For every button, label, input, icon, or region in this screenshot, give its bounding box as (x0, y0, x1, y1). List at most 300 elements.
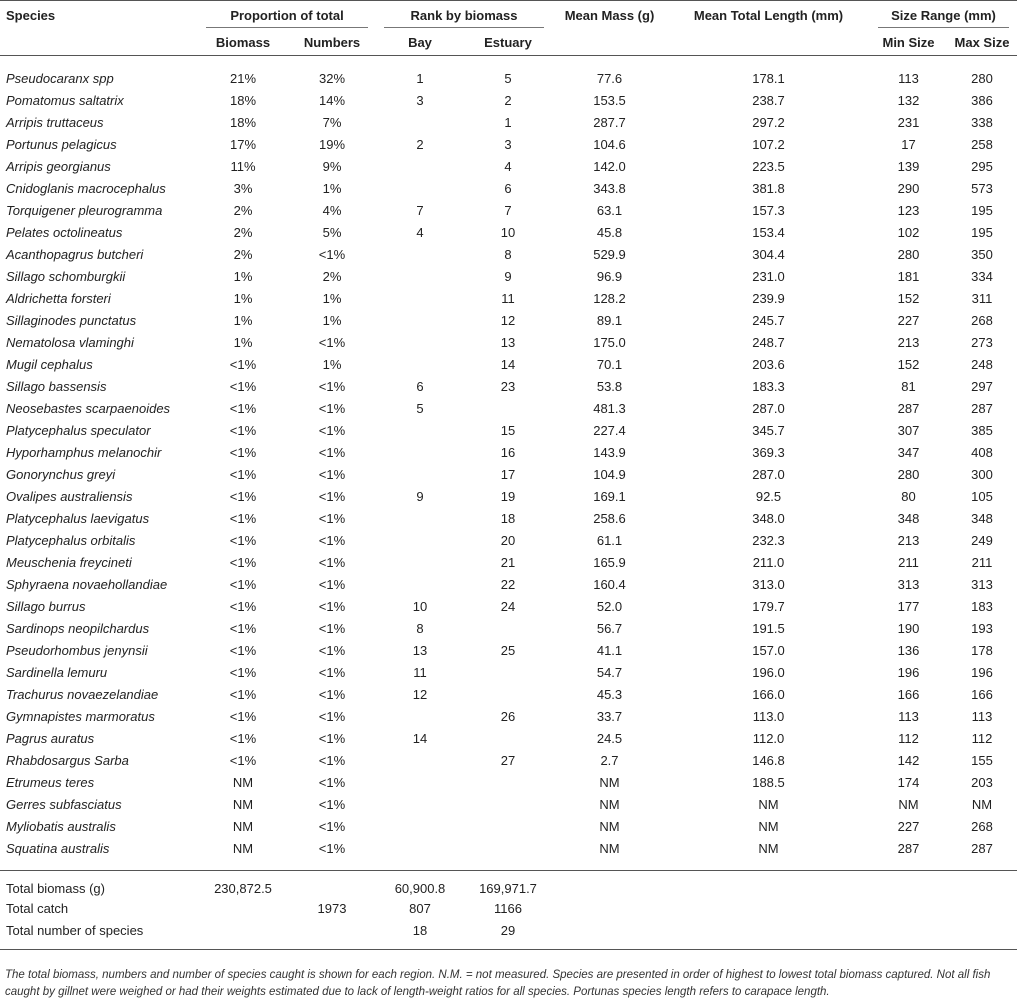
biomass-cell: NM (232, 774, 254, 790)
table-row (0, 111, 1017, 133)
mean-mass-cell: NM (599, 796, 620, 812)
min-size-cell: 80 (901, 488, 916, 504)
species-name: Hyporhamphus melanochir (6, 444, 162, 460)
max-size-cell: 203 (971, 774, 993, 790)
max-size-cell: 196 (971, 664, 993, 680)
header-row-sub (0, 29, 1017, 56)
bay-rank-cell: 11 (413, 664, 427, 680)
estuary-rank-cell (464, 727, 552, 749)
estuary-rank-cell: 21 (500, 554, 516, 570)
max-size-cell: 195 (971, 224, 993, 240)
totals-bay-cell: 807 (409, 900, 431, 916)
totals-numbers-cell (288, 871, 376, 898)
table-row (0, 837, 1017, 859)
mean-length-cell: 166.0 (752, 686, 785, 702)
table-row (0, 573, 1017, 595)
bay-rank-cell (376, 265, 464, 287)
mean-mass-cell: 104.6 (593, 136, 626, 152)
numbers-cell: <1% (318, 752, 346, 768)
species-name: Rhabdosargus Sarba (6, 752, 129, 768)
estuary-rank-cell: 27 (500, 752, 516, 768)
min-size-cell: 102 (897, 224, 920, 240)
table-row (0, 331, 1017, 353)
estuary-rank-cell: 6 (504, 180, 512, 196)
mean-mass-cell: 143.9 (593, 444, 626, 460)
table-row (0, 529, 1017, 551)
totals-body (0, 871, 1017, 950)
species-name: Ovalipes australiensis (6, 488, 133, 504)
blank-cell (947, 919, 1017, 950)
mean-mass-cell: 343.8 (593, 180, 626, 196)
col-header-max-size: Max Size (954, 34, 1010, 50)
max-size-cell: NM (971, 796, 993, 812)
blank-cell (0, 29, 198, 56)
numbers-cell: <1% (318, 576, 346, 592)
numbers-cell: <1% (318, 532, 346, 548)
max-size-cell: 386 (971, 92, 993, 108)
totals-estuary-cell: 169,971.7 (464, 871, 552, 898)
species-name: Acanthopagrus butcheri (6, 246, 144, 262)
bay-rank-cell: 9 (416, 488, 424, 504)
table-row (0, 639, 1017, 661)
max-size-cell: 195 (971, 202, 993, 218)
bay-rank-cell: 2 (416, 136, 424, 152)
mean-length-cell: 157.0 (752, 642, 785, 658)
estuary-rank-cell: 22 (500, 576, 516, 592)
max-size-cell: 249 (971, 532, 993, 548)
totals-numbers-cell: 1973 (317, 900, 347, 916)
max-size-cell: 268 (971, 818, 993, 834)
biomass-cell: 18% (229, 114, 257, 130)
totals-label: Total biomass (g) (0, 871, 198, 898)
estuary-rank-cell: 26 (500, 708, 516, 724)
bay-rank-cell: 10 (412, 598, 428, 614)
estuary-rank-cell: 1 (504, 114, 512, 130)
bay-rank-cell (376, 463, 464, 485)
biomass-cell: 1% (233, 312, 253, 328)
biomass-cell: <1% (229, 598, 257, 614)
estuary-rank-cell: 23 (500, 378, 516, 394)
numbers-cell: 1% (322, 312, 342, 328)
max-size-cell: 295 (971, 158, 993, 174)
max-size-cell: 273 (971, 334, 993, 350)
numbers-cell: <1% (318, 642, 346, 658)
mean-mass-cell: 128.2 (593, 290, 626, 306)
mean-length-cell: 231.0 (752, 268, 785, 284)
biomass-cell: <1% (229, 642, 257, 658)
blank-cell (947, 871, 1017, 898)
species-name: Aldrichetta forsteri (6, 290, 111, 306)
max-size-cell: 105 (971, 488, 993, 504)
table-row (0, 155, 1017, 177)
min-size-cell: 17 (901, 136, 916, 152)
biomass-cell: <1% (229, 422, 257, 438)
totals-numbers-cell (288, 919, 376, 950)
table-row (0, 705, 1017, 727)
col-header-mean-length: Mean Total Length (mm) (693, 7, 844, 23)
numbers-cell: <1% (318, 708, 346, 724)
mean-length-cell: 313.0 (752, 576, 785, 592)
mean-mass-cell: 77.6 (596, 70, 623, 86)
numbers-cell: <1% (318, 686, 346, 702)
min-size-cell: 113 (898, 70, 919, 86)
estuary-rank-cell: 2 (504, 92, 512, 108)
mean-mass-cell: 258.6 (593, 510, 626, 526)
biomass-cell: <1% (229, 378, 257, 394)
numbers-cell: 32% (318, 70, 346, 86)
mean-length-cell: 92.5 (755, 488, 782, 504)
bay-rank-cell: 14 (412, 730, 428, 746)
min-size-cell: 313 (897, 576, 920, 592)
blank-cell (870, 897, 947, 919)
bay-rank-cell: 12 (412, 686, 428, 702)
max-size-cell: 338 (971, 114, 993, 130)
numbers-cell: <1% (318, 620, 346, 636)
biomass-cell: <1% (229, 708, 257, 724)
species-name: Sillago bassensis (6, 378, 107, 394)
table-row (0, 441, 1017, 463)
table-row (0, 485, 1017, 507)
biomass-cell: <1% (229, 532, 257, 548)
min-size-cell: 307 (897, 422, 920, 438)
mean-length-cell: 179.7 (752, 598, 785, 614)
bay-rank-cell: 8 (416, 620, 424, 636)
max-size-cell: 334 (971, 268, 993, 284)
bay-rank-cell (376, 309, 464, 331)
totals-biomass-cell (198, 919, 288, 950)
totals-row (0, 897, 1017, 919)
max-size-cell: 268 (971, 312, 993, 328)
numbers-cell: 5% (322, 224, 342, 240)
mean-mass-cell: NM (599, 818, 620, 834)
mean-mass-cell: 165.9 (593, 554, 626, 570)
estuary-rank-cell (464, 837, 552, 859)
mean-length-cell: 146.8 (752, 752, 785, 768)
numbers-cell: <1% (318, 598, 346, 614)
biomass-cell: 1% (233, 334, 253, 350)
table-row (0, 353, 1017, 375)
min-size-cell: 123 (897, 202, 920, 218)
min-size-cell: 139 (897, 158, 920, 174)
mean-length-cell: 188.5 (752, 774, 785, 790)
mean-mass-cell: 169.1 (593, 488, 626, 504)
spacer-row (0, 859, 1017, 871)
table-row (0, 375, 1017, 397)
mean-mass-cell: 45.3 (596, 686, 623, 702)
col-header-min-size: Min Size (882, 34, 935, 50)
biomass-cell: 17% (229, 136, 257, 152)
numbers-cell: <1% (318, 796, 346, 812)
numbers-cell: 19% (318, 136, 346, 152)
blank-cell (552, 29, 667, 56)
bay-rank-cell: 3 (416, 92, 424, 108)
mean-length-cell: 153.4 (752, 224, 785, 240)
numbers-cell: <1% (318, 554, 346, 570)
min-size-cell: 280 (897, 246, 920, 262)
blank-cell (667, 897, 870, 919)
species-name: Mugil cephalus (6, 356, 93, 372)
mean-mass-cell: 54.7 (596, 664, 623, 680)
numbers-cell: <1% (318, 466, 346, 482)
numbers-cell: <1% (318, 774, 346, 790)
max-size-cell: 193 (971, 620, 993, 636)
mean-length-cell: 381.8 (752, 180, 785, 196)
table-row (0, 243, 1017, 265)
min-size-cell: 142 (897, 752, 920, 768)
bay-rank-cell (376, 287, 464, 309)
species-name: Gerres subfasciatus (6, 796, 122, 812)
bay-rank-cell (376, 573, 464, 595)
estuary-rank-cell: 17 (500, 466, 516, 482)
bay-rank-cell (376, 353, 464, 375)
species-name: Trachurus novaezelandiae (6, 686, 159, 702)
blank-cell (552, 897, 667, 919)
header-row-group (0, 1, 1017, 30)
min-size-cell: 112 (898, 730, 919, 746)
totals-biomass-cell (198, 897, 288, 919)
bay-rank-cell (376, 529, 464, 551)
blank-cell (667, 871, 870, 898)
estuary-rank-cell (464, 771, 552, 793)
mean-mass-cell: 481.3 (593, 400, 626, 416)
biomass-cell: <1% (229, 620, 257, 636)
col-header-biomass: Biomass (215, 34, 271, 50)
mean-length-cell: 345.7 (752, 422, 785, 438)
min-size-cell: 166 (897, 686, 920, 702)
estuary-rank-cell (464, 815, 552, 837)
totals-bay-cell: 18 (412, 922, 428, 938)
estuary-rank-cell: 16 (500, 444, 516, 460)
mean-length-cell: NM (758, 840, 779, 856)
numbers-cell: <1% (318, 246, 346, 262)
min-size-cell: 227 (897, 818, 920, 834)
max-size-cell: 408 (971, 444, 993, 460)
mean-length-cell: 297.2 (752, 114, 785, 130)
species-name: Cnidoglanis macrocephalus (6, 180, 166, 196)
species-name: Meuschenia freycineti (6, 554, 132, 570)
totals-bay-cell: 60,900.8 (376, 871, 464, 898)
mean-length-cell: 369.3 (752, 444, 785, 460)
estuary-rank-cell: 11 (501, 290, 515, 306)
mean-mass-cell: 24.5 (596, 730, 623, 746)
species-name: Squatina australis (6, 840, 110, 856)
col-group-size-range: Size Range (mm) (870, 1, 1017, 30)
biomass-cell: <1% (229, 752, 257, 768)
species-name: Etrumeus teres (6, 774, 95, 790)
biomass-cell: 1% (233, 290, 253, 306)
mean-length-cell: 191.5 (752, 620, 785, 636)
mean-mass-cell: NM (599, 774, 620, 790)
table-row (0, 419, 1017, 441)
table-row (0, 507, 1017, 529)
table-row (0, 265, 1017, 287)
mean-mass-cell: 53.8 (596, 378, 623, 394)
biomass-cell: <1% (229, 356, 257, 372)
table-row (0, 683, 1017, 705)
min-size-cell: 287 (897, 840, 920, 856)
biomass-cell: <1% (229, 510, 257, 526)
numbers-cell: 14% (318, 92, 346, 108)
max-size-cell: 155 (971, 752, 993, 768)
bay-rank-cell (376, 331, 464, 353)
blank-cell (870, 919, 947, 950)
totals-label: Total catch (6, 900, 69, 916)
col-header-estuary: Estuary (484, 34, 532, 50)
bay-rank-cell (376, 815, 464, 837)
mean-length-cell: 223.5 (752, 158, 785, 174)
bay-rank-cell: 4 (416, 224, 424, 240)
mean-length-cell: 348.0 (752, 510, 785, 526)
estuary-rank-cell: 24 (500, 598, 516, 614)
mean-mass-cell: 41.1 (596, 642, 623, 658)
max-size-cell: 573 (971, 180, 993, 196)
biomass-cell: 2% (233, 224, 253, 240)
numbers-cell: <1% (318, 818, 346, 834)
biomass-cell: 3% (233, 180, 253, 196)
max-size-cell: 287 (971, 840, 993, 856)
totals-row (0, 871, 1017, 898)
min-size-cell: 348 (897, 510, 920, 526)
estuary-rank-cell: 3 (504, 136, 512, 152)
mean-mass-cell: 63.1 (596, 202, 623, 218)
mean-length-cell: 232.3 (752, 532, 785, 548)
bay-rank-cell: 1 (416, 70, 424, 86)
col-header-species: Species (6, 7, 56, 23)
bay-rank-cell: 7 (416, 202, 424, 218)
numbers-cell: <1% (318, 444, 346, 460)
min-size-cell: 347 (897, 444, 920, 460)
totals-biomass-cell: 230,872.5 (198, 871, 288, 898)
max-size-cell: 248 (971, 356, 993, 372)
estuary-rank-cell: 19 (500, 488, 516, 504)
estuary-rank-cell: 9 (504, 268, 512, 284)
estuary-rank-cell: 18 (500, 510, 516, 526)
max-size-cell: 300 (971, 466, 993, 482)
biomass-cell: <1% (229, 466, 257, 482)
mean-mass-cell: 89.1 (596, 312, 623, 328)
bay-rank-cell (376, 177, 464, 199)
estuary-rank-cell: 10 (500, 224, 516, 240)
table-row (0, 221, 1017, 243)
biomass-cell: <1% (229, 730, 257, 746)
mean-mass-cell: 529.9 (593, 246, 626, 262)
estuary-rank-cell: 25 (500, 642, 516, 658)
max-size-cell: 350 (971, 246, 993, 262)
species-name: Platycephalus speculator (6, 422, 151, 438)
mean-mass-cell: 227.4 (593, 422, 626, 438)
col-group-rank: Rank by biomass (376, 1, 552, 30)
mean-length-cell: 239.9 (752, 290, 785, 306)
table-row (0, 727, 1017, 749)
col-group-proportion: Proportion of total (198, 1, 376, 30)
mean-mass-cell: 287.7 (593, 114, 626, 130)
species-name: Sillago burrus (6, 598, 86, 614)
numbers-cell: <1% (318, 730, 346, 746)
bay-rank-cell (376, 155, 464, 177)
table-row (0, 199, 1017, 221)
mean-mass-cell: 104.9 (593, 466, 626, 482)
mean-length-cell: 107.2 (752, 136, 785, 152)
table-row (0, 661, 1017, 683)
col-header-numbers: Numbers (303, 34, 361, 50)
mean-mass-cell: 96.9 (596, 268, 623, 284)
species-name: Arripis georgianus (6, 158, 111, 174)
species-name: Pelates octolineatus (6, 224, 123, 240)
numbers-cell: 4% (322, 202, 342, 218)
max-size-cell: 211 (971, 554, 993, 570)
biomass-cell: NM (232, 840, 254, 856)
numbers-cell: <1% (318, 510, 346, 526)
table-row (0, 815, 1017, 837)
species-name: Arripis truttaceus (6, 114, 104, 130)
mean-length-cell: 203.6 (752, 356, 785, 372)
biomass-cell: 21% (229, 70, 257, 86)
table-row (0, 309, 1017, 331)
numbers-cell: <1% (318, 422, 346, 438)
bay-rank-cell (376, 507, 464, 529)
estuary-rank-cell (464, 397, 552, 419)
table-row (0, 551, 1017, 573)
table-row (0, 397, 1017, 419)
mean-mass-cell: NM (599, 840, 620, 856)
min-size-cell: 280 (897, 466, 920, 482)
mean-length-cell: 113.0 (752, 708, 785, 724)
biomass-cell: <1% (229, 444, 257, 460)
min-size-cell: 136 (897, 642, 920, 658)
biomass-cell: 2% (233, 246, 253, 262)
bay-rank-cell (376, 551, 464, 573)
mean-length-cell: 196.0 (752, 664, 785, 680)
min-size-cell: 81 (901, 378, 916, 394)
numbers-cell: <1% (318, 488, 346, 504)
bay-rank-cell: 6 (416, 378, 424, 394)
col-header-mean-mass: Mean Mass (g) (564, 7, 655, 23)
species-name: Sardinella lemuru (6, 664, 108, 680)
mean-length-cell: 157.3 (752, 202, 785, 218)
mean-length-cell: 183.3 (752, 378, 785, 394)
mean-length-cell: 178.1 (752, 70, 785, 86)
biomass-cell: NM (232, 796, 254, 812)
totals-estuary-cell: 1166 (494, 900, 522, 916)
mean-length-cell: 287.0 (752, 466, 785, 482)
estuary-rank-cell: 12 (500, 312, 516, 328)
mean-length-cell: 287.0 (752, 400, 785, 416)
biomass-cell: 1% (233, 268, 253, 284)
min-size-cell: 174 (897, 774, 920, 790)
estuary-rank-cell: 13 (500, 334, 516, 350)
min-size-cell: 152 (897, 356, 920, 372)
numbers-cell: <1% (318, 334, 346, 350)
mean-mass-cell: 160.4 (593, 576, 626, 592)
species-name: Platycephalus orbitalis (6, 532, 136, 548)
biomass-cell: <1% (229, 576, 257, 592)
species-name: Sillaginodes punctatus (6, 312, 137, 328)
species-name: Platycephalus laevigatus (6, 510, 150, 526)
min-size-cell: 196 (897, 664, 920, 680)
max-size-cell: 178 (971, 642, 993, 658)
min-size-cell: 211 (898, 554, 919, 570)
biomass-cell: NM (232, 818, 254, 834)
mean-mass-cell: 33.7 (596, 708, 623, 724)
biomass-cell: 11% (230, 158, 256, 174)
estuary-rank-cell (464, 793, 552, 815)
max-size-cell: 287 (971, 400, 993, 416)
estuary-rank-cell: 5 (504, 70, 512, 86)
bay-rank-cell (376, 793, 464, 815)
table-row (0, 749, 1017, 771)
species-name: Pseudorhombus jenynsii (6, 642, 148, 658)
max-size-cell: 313 (971, 576, 993, 592)
